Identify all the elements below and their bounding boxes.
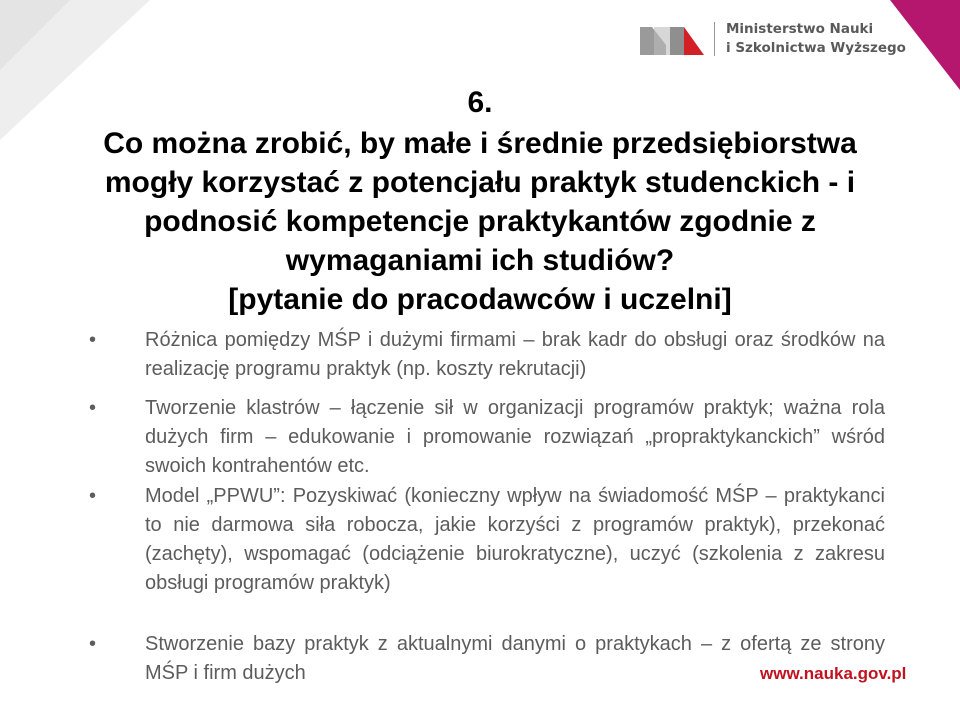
bullet-dot-icon: • xyxy=(89,329,97,351)
title-line: wymaganiami ich studiów? xyxy=(285,244,675,277)
logo-line-2: i Szkolnictwa Wyższego xyxy=(726,40,906,56)
bullet-dot-icon: • xyxy=(89,485,97,507)
logo-divider xyxy=(714,22,715,56)
ministry-logo-mark-icon xyxy=(640,23,704,55)
logo-line-1: Ministerstwo Nauki xyxy=(726,21,874,37)
bullet-text: Różnica pomiędzy MŚP i dużymi firmami – brak kadr do obsługi oraz środków na realizację programu praktyk (np. koszty rekrutacji) xyxy=(145,329,885,380)
footer-url-link[interactable]: www.nauka.gov.pl xyxy=(760,664,907,683)
bullet-text: Model „PPWU”: Pozyskiwać (konieczny wpływ na świadomość MŚP – praktykanci to nie darmowa siła robocza, jakie korzyści z programów praktyk), przekonać (zachęty), wspomagać (odciążenie biurokratyczne), uczyć (szkolenia z zakresu obsługi programów praktyk) xyxy=(145,485,885,594)
bullet-dot-icon: • xyxy=(89,633,97,655)
logo-text xyxy=(726,20,906,58)
bullet-text: Stworzenie bazy praktyk z aktualnymi danymi o praktykach – z ofertą ze strony MŚP i firm dużych xyxy=(145,633,885,684)
slide-title xyxy=(60,124,900,319)
bullet-text: Tworzenie klastrów – łączenie sił w organizacji programów praktyk; ważna rola dużych firm – edukowanie i promowanie rozwiązań „propraktykanckich” wśród swoich kontrahentów etc. xyxy=(145,397,885,477)
corner-decoration-left-inner xyxy=(0,0,70,70)
title-line: [pytanie do pracodawców i uczelni] xyxy=(228,283,732,316)
ministry-logo xyxy=(640,18,906,60)
bullet-dot-icon: • xyxy=(89,397,97,419)
slide-number: 6. xyxy=(467,86,493,119)
title-line: mogły korzystać z potencjału praktyk studenckich - i xyxy=(104,166,856,199)
title-line: podnosić kompetencje praktykantów zgodnie z xyxy=(144,205,816,238)
title-line: Co można zrobić, by małe i średnie przedsiębiorstwa xyxy=(103,127,857,160)
